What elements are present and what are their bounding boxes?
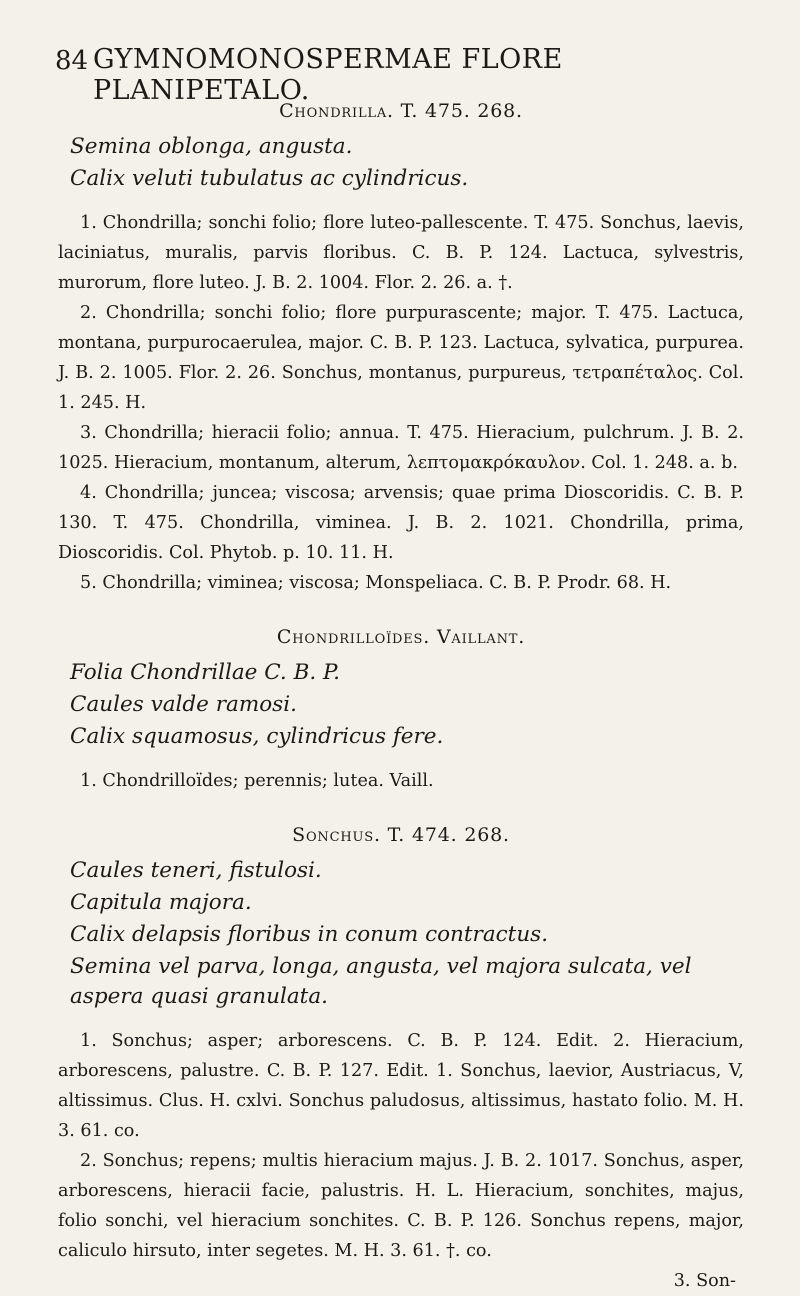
genus-heading: Sonchus. T. 474. 268.	[292, 824, 510, 846]
species-entry: 1. Chondrilloïdes; perennis; lutea. Vaill.	[80, 771, 434, 791]
genus-characters	[58, 132, 744, 194]
species-entry: 1. Chondrilla; sonchi folio; flore luteo-pallescente. T. 475. Sonchus, laevis, laciniatus, muralis, parvis floribus. C. B. P. 124. Lactuca, sylvestris, murorum, flore luteo. J. B. 2. 1004. Flor. 2. 26. a. †.	[58, 213, 744, 293]
genus-characters	[58, 658, 744, 752]
species-entry: 2. Sonchus; repens; multis hieracium majus. J. B. 2. 1017. Sonchus, asper, arborescens, hieracii facie, palustris. H. L. Hieracium, sonchites, majus, folio sonchi, vel hieracium sonchites. C. B. P. 126. Sonchus repens, major, caliculo hirsuto, inter segetes. M. H. 3. 61. †. co.	[58, 1151, 744, 1261]
species-entry: 3. Chondrilla; hieracii folio; annua. T. 475. Hieracium, pulchrum. J. B. 2. 1025. Hieracium, montanum, alterum, λεπτομακρόκαυλον. Col. 1. 248. a. b.	[58, 423, 744, 473]
catchword: 3. Son-	[673, 1271, 736, 1291]
character-line: Caules valde ramosi.	[70, 692, 297, 717]
species-entry: 5. Chondrilla; viminea; viscosa; Monspeliaca. C. B. P. Prodr. 68. H.	[80, 573, 672, 593]
character-line: Capitula majora.	[70, 890, 252, 915]
genus-characters	[58, 856, 744, 1012]
species-entry: 4. Chondrilla; juncea; viscosa; arvensis; quae prima Dioscoridis. C. B. P. 130. T. 475. Chondrilla, viminea. J. B. 2. 1021. Chondrilla, prima, Dioscoridis. Col. Phytob. p. 10. 11. H.	[58, 483, 744, 563]
page-content	[58, 96, 744, 1296]
species-entry: 1. Sonchus; asper; arborescens. C. B. P. 124. Edit. 2. Hieracium, arborescens, palustre. C. B. P. 127. Edit. 1. Sonchus, laevior, Austriacus, V, altissimus. Clus. H. cxlvi. Sonchus paludosus, altissimus, hastato folio. M. H. 3. 61. co.	[58, 1031, 744, 1141]
species-entry: 2. Chondrilla; sonchi folio; flore purpurascente; major. T. 475. Lactuca, montana, purpurocaerulea, major. C. B. P. 123. Lactuca, sylvatica, purpurea. J. B. 2. 1005. Flor. 2. 26. Sonchus, montanus, purpureus, τετραπέταλος. Col. 1. 245. H.	[58, 303, 744, 413]
page-number: 84	[55, 46, 89, 76]
character-line: Calix squamosus, cylindricus fere.	[70, 724, 444, 749]
character-line: Calix delapsis floribus in conum contractus.	[70, 922, 549, 947]
character-line: Calix veluti tubulatus ac cylindricus.	[70, 166, 469, 191]
character-line: Semina oblonga, angusta.	[70, 134, 353, 159]
genus-heading: Chondrilla. T. 475. 268.	[279, 100, 523, 122]
page-header	[55, 42, 745, 106]
character-line: Caules teneri, fistulosi.	[70, 858, 322, 883]
character-line: Semina vel parva, longa, angusta, vel majora sulcata, vel aspera quasi granulata.	[70, 954, 692, 1009]
genus-heading: Chondrilloïdes. Vaillant.	[276, 626, 526, 648]
running-head: GYMNOMONOSPERMAE FLORE PLANIPETALO.	[93, 44, 563, 106]
character-line: Folia Chondrillae C. B. P.	[70, 660, 340, 685]
